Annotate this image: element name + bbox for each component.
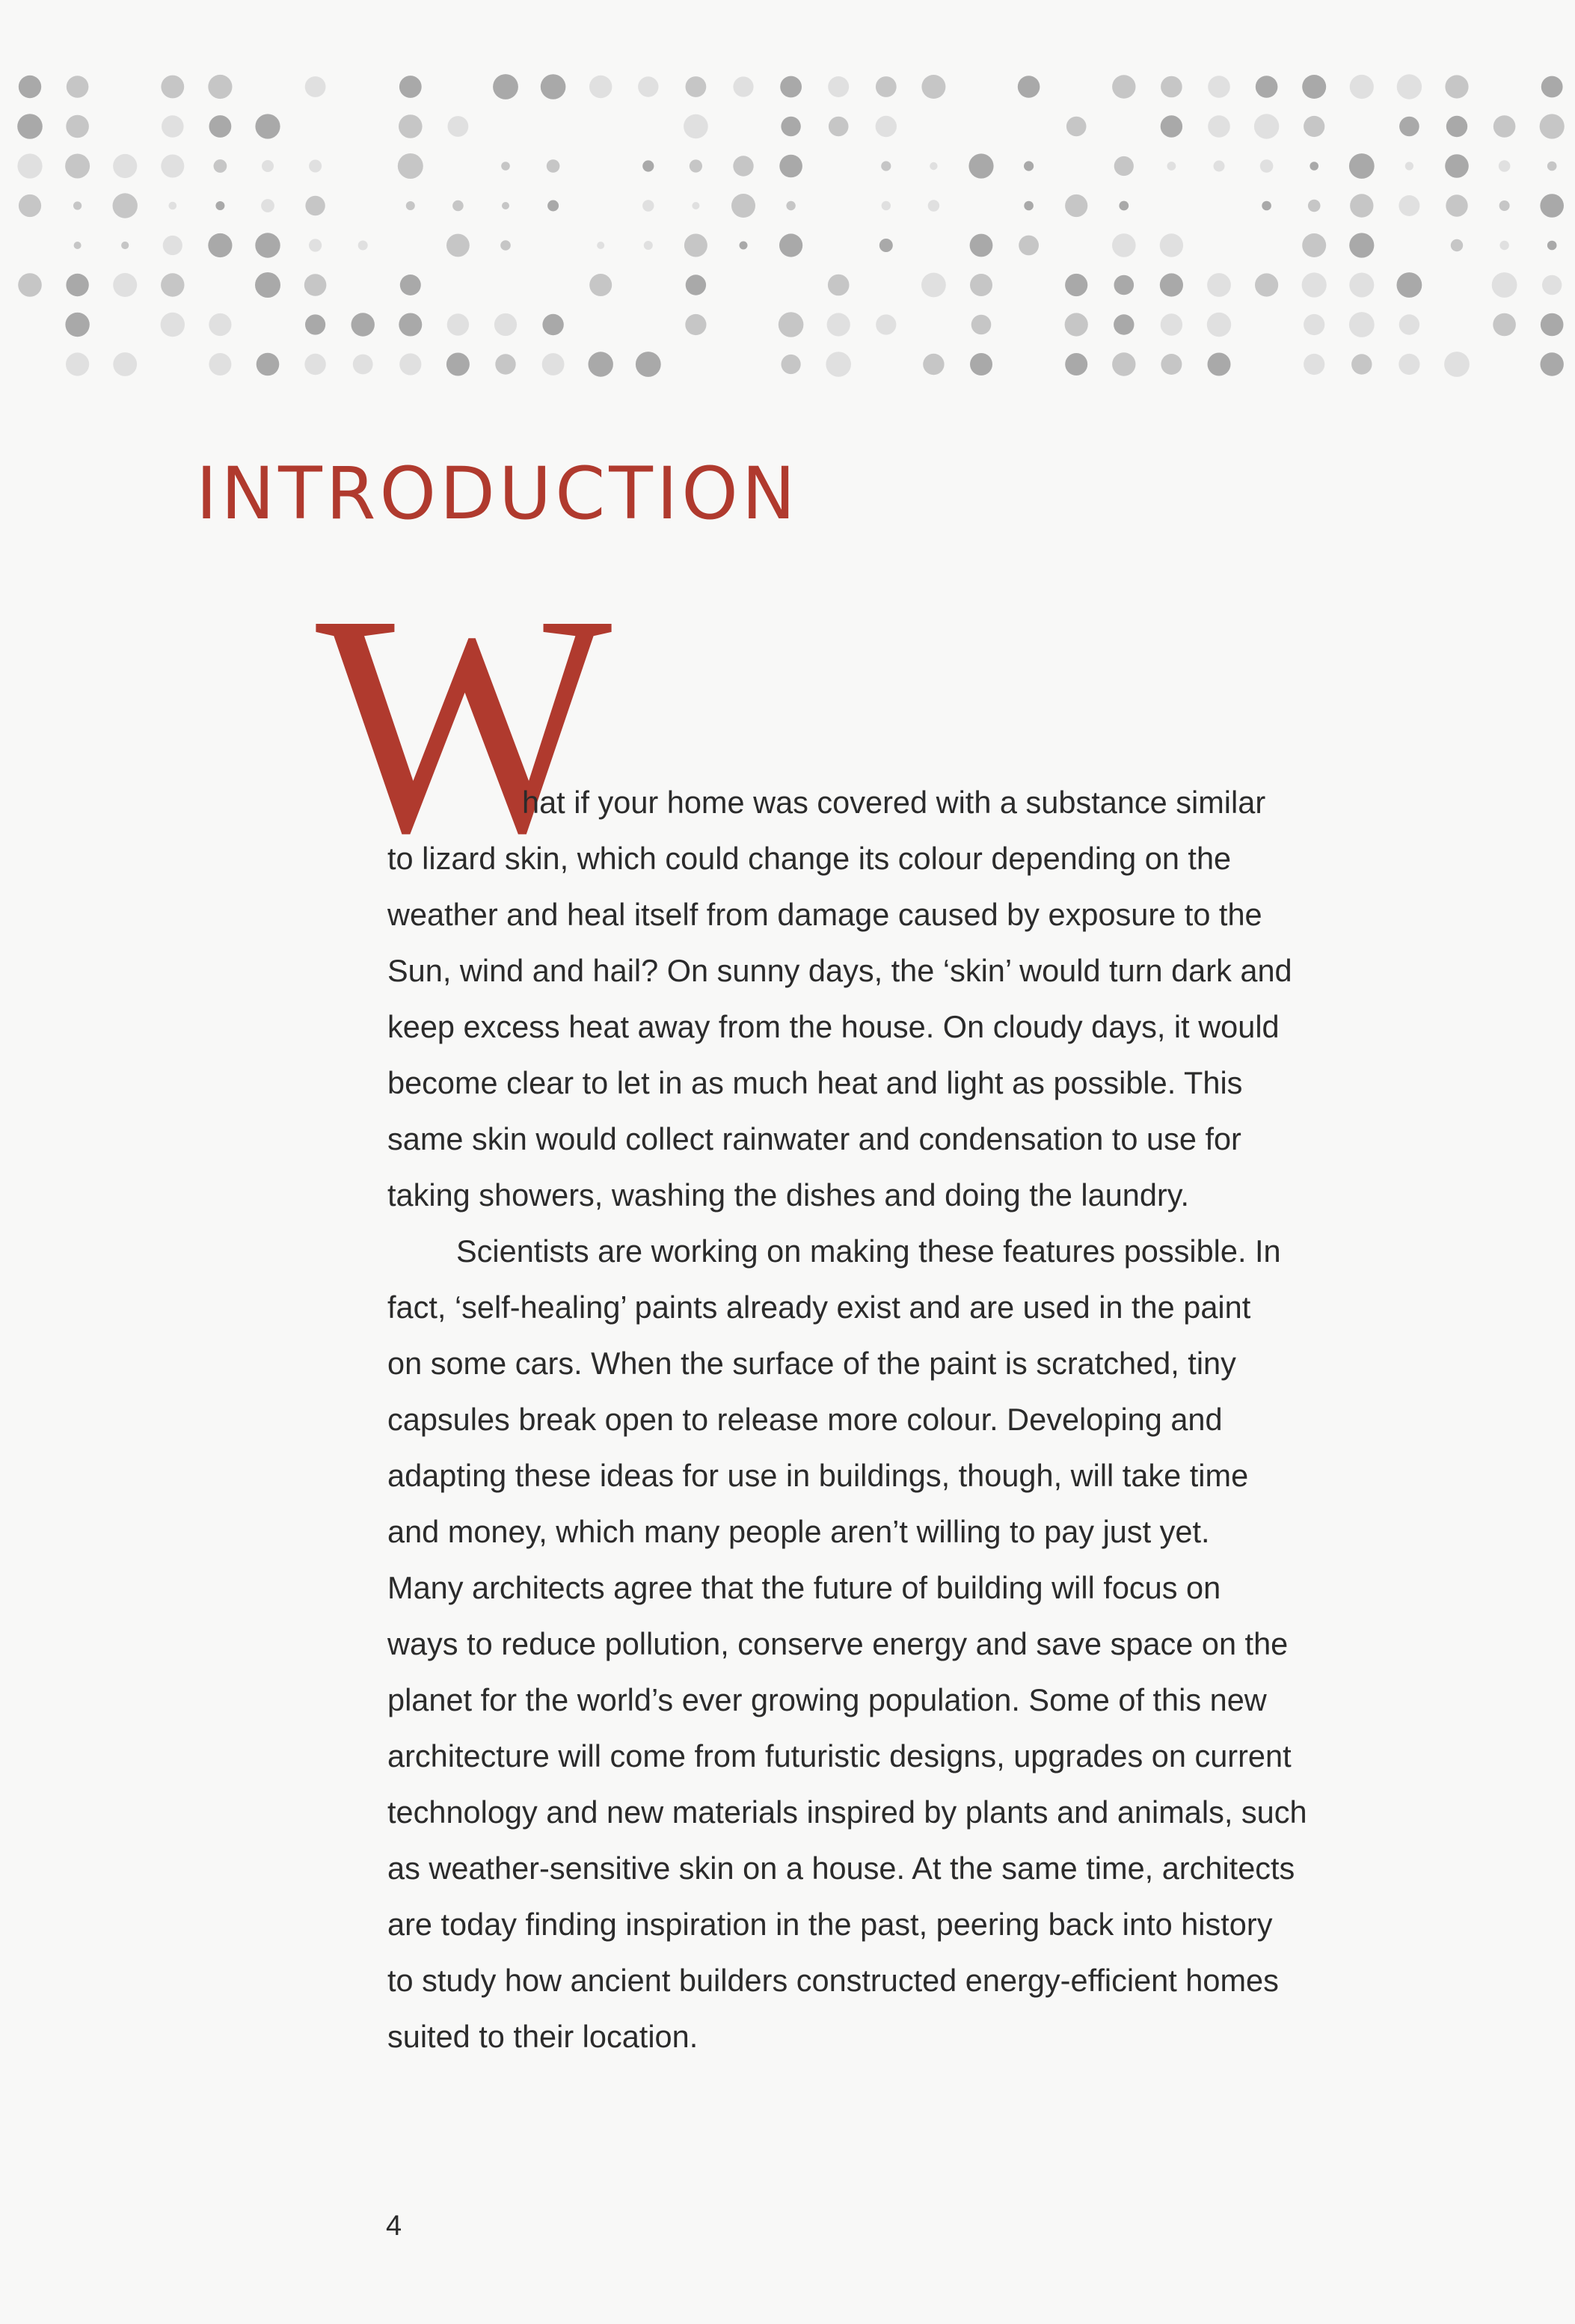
decorative-dot [1446, 116, 1467, 137]
decorative-dot [19, 194, 41, 217]
decorative-dot [636, 352, 661, 377]
decorative-dot [73, 201, 82, 209]
decorative-dot [1445, 75, 1468, 98]
text-line: same skin would collect rainwater and condensation to use for [387, 1121, 1241, 1156]
decorative-dot [923, 354, 944, 375]
decorative-dot [1493, 313, 1516, 337]
text-line: are today finding inspiration in the past, peering back into history [387, 1907, 1273, 1942]
decorative-dot [589, 352, 613, 376]
decorative-dot [399, 313, 422, 337]
decorative-dot [1114, 156, 1134, 176]
decorative-dot [1066, 117, 1087, 137]
decorative-dot [1499, 241, 1508, 250]
decorative-dot [1112, 75, 1135, 98]
decorative-dot [161, 76, 184, 99]
text-line: Many architects agree that the future of building will focus on [387, 1570, 1221, 1605]
decorative-dot [452, 200, 464, 212]
page-title: INTRODUCTION [196, 452, 799, 536]
decorative-dot [686, 275, 706, 295]
decorative-dot [1310, 162, 1318, 171]
decorative-dot [1399, 195, 1419, 216]
decorative-dot [209, 115, 232, 138]
decorative-dot [1161, 313, 1182, 335]
decorative-dot [1349, 233, 1374, 257]
decorative-dot [970, 353, 992, 375]
decorative-dot [1444, 352, 1470, 377]
decorative-dot [829, 117, 849, 137]
decorative-dot [502, 202, 509, 209]
decorative-dot [1542, 275, 1562, 295]
decorative-dot [1208, 115, 1230, 138]
decorative-dot [828, 275, 850, 296]
decorative-dot [740, 242, 748, 250]
decorative-dot [1541, 313, 1564, 337]
decorative-dot [113, 273, 137, 297]
decorative-dot [399, 76, 422, 98]
text-line: taking showers, washing the dishes and doing the laundry. [387, 1177, 1189, 1212]
decorative-dot [66, 274, 88, 296]
decorative-dot [353, 355, 373, 375]
decorative-dot [74, 242, 82, 249]
decorative-dot [214, 159, 227, 173]
decorative-dot [542, 353, 565, 375]
decorative-dot [928, 200, 939, 211]
decorative-dot [501, 162, 510, 171]
text-line: weather and heal itself from damage caused by exposure to the [387, 897, 1262, 932]
decorative-dot [1399, 354, 1419, 375]
decorative-dot [733, 156, 753, 176]
decorative-dot [121, 242, 129, 249]
decorative-dot [255, 233, 280, 257]
decorative-dot [1493, 115, 1516, 138]
decorative-dot [1255, 273, 1278, 296]
decorative-dot [547, 200, 559, 212]
decorative-dot [208, 233, 232, 257]
decorative-dot [447, 313, 469, 335]
decorative-dot [968, 153, 993, 178]
decorative-dot [1349, 273, 1374, 298]
decorative-dot-pattern [0, 0, 1575, 389]
text-line: ways to reduce pollution, conserve energy and save space on the [387, 1626, 1289, 1661]
decorative-dot [1304, 116, 1324, 137]
text-line: keep excess heat away from the house. On cloudy days, it would [387, 1009, 1280, 1044]
text-line: to lizard skin, which could change its colour depending on the [387, 841, 1232, 876]
decorative-dot [882, 201, 891, 210]
decorative-dot [1446, 194, 1467, 216]
decorative-dot [255, 272, 280, 298]
decorative-dot [309, 160, 322, 173]
decorative-dot [692, 202, 699, 209]
decorative-dot [65, 154, 90, 179]
decorative-dot [684, 114, 708, 139]
decorative-dot [685, 314, 706, 335]
page-number: 4 [386, 2210, 402, 2242]
drop-cap-letter: W [316, 550, 612, 898]
decorative-dot [781, 117, 800, 136]
text-line: to study how ancient builders constructed energy-efficient homes [387, 1963, 1279, 1998]
decorative-dot [642, 200, 654, 211]
decorative-dot [163, 236, 182, 255]
decorative-dot [638, 76, 658, 96]
text-line: capsules break open to release more colour. Developing and [387, 1402, 1223, 1437]
decorative-dot [305, 196, 325, 215]
decorative-dot [398, 153, 423, 179]
decorative-dot [1541, 76, 1563, 98]
text-line: and money, which many people aren’t willing to pay just yet. [387, 1514, 1210, 1549]
decorative-dot [1350, 194, 1373, 217]
decorative-dot [113, 154, 137, 178]
decorative-dot [1112, 233, 1136, 257]
text-line: architecture will come from futuristic designs, upgrades on current [387, 1738, 1292, 1773]
decorative-dot [1547, 241, 1557, 251]
decorative-dot [495, 354, 515, 374]
decorative-dot [67, 76, 89, 98]
text-line: become clear to let in as much heat and light as possible. This [387, 1065, 1243, 1100]
decorative-dot [1302, 75, 1326, 99]
decorative-dot [255, 114, 280, 138]
decorative-dot [1445, 154, 1469, 178]
decorative-dot [1397, 74, 1422, 99]
decorative-dot [642, 160, 654, 171]
decorative-dot [1161, 76, 1182, 98]
decorative-dot [1065, 313, 1088, 336]
decorative-dot [1167, 162, 1176, 171]
decorative-dot [921, 273, 946, 298]
decorative-dot [358, 241, 368, 251]
decorative-dot [1024, 161, 1034, 171]
decorative-dot [970, 234, 993, 257]
decorative-dot [971, 315, 992, 335]
text-line: on some cars. When the surface of the paint is scratched, tiny [387, 1346, 1236, 1381]
decorative-dot [17, 153, 42, 178]
decorative-dot [113, 352, 137, 376]
decorative-dot [406, 201, 415, 210]
decorative-dot [500, 240, 511, 251]
decorative-dot [1254, 114, 1279, 138]
decorative-dot [305, 314, 325, 334]
decorative-dot [446, 234, 470, 257]
decorative-dot [1161, 115, 1182, 137]
decorative-dot [1065, 353, 1087, 375]
decorative-dot [209, 353, 231, 375]
decorative-dot [1349, 153, 1375, 179]
decorative-dot [1065, 194, 1087, 217]
decorative-dot [261, 199, 274, 212]
decorative-dot [1114, 314, 1134, 334]
decorative-dot [779, 155, 802, 178]
text-line: Sun, wind and hail? On sunny days, the ‘skin’ would turn dark and [387, 953, 1292, 988]
decorative-dot [731, 194, 755, 218]
decorative-dot [209, 313, 231, 336]
decorative-dot [876, 314, 896, 334]
decorative-dot [1207, 313, 1231, 337]
decorative-dot [1399, 314, 1419, 334]
decorative-dot [1405, 162, 1413, 170]
decorative-dot [876, 76, 897, 97]
decorative-dot [1308, 200, 1321, 212]
decorative-dot [541, 74, 566, 99]
decorative-dot [1112, 352, 1135, 375]
decorative-dot [18, 273, 42, 297]
text-line: planet for the world’s ever growing population. Some of this new [387, 1682, 1267, 1717]
decorative-dot [1349, 312, 1375, 337]
body-text [387, 774, 1449, 2064]
decorative-dot [589, 274, 612, 296]
decorative-dot [1540, 114, 1565, 138]
decorative-dot [399, 114, 423, 138]
decorative-dot [399, 353, 421, 375]
decorative-dot [1207, 273, 1231, 297]
decorative-dot [1304, 354, 1324, 375]
text-line: suited to their location. [387, 2019, 699, 2054]
decorative-dot [1119, 201, 1129, 211]
decorative-dot [1208, 353, 1231, 376]
decorative-dot [309, 239, 322, 251]
decorative-dot [970, 274, 992, 296]
decorative-dot [733, 76, 753, 96]
decorative-dot [1492, 272, 1517, 298]
decorative-dot [547, 159, 560, 173]
decorative-dot [782, 355, 801, 374]
decorative-dot [779, 312, 804, 337]
decorative-dot [786, 201, 795, 210]
decorative-dot [169, 202, 177, 210]
decorative-dot [17, 114, 43, 139]
decorative-dot [542, 314, 563, 335]
decorative-dot [1161, 354, 1182, 375]
decorative-dot [161, 155, 184, 178]
decorative-dot [66, 352, 89, 375]
decorative-dot [779, 233, 802, 257]
decorative-dot [827, 313, 850, 336]
decorative-dot [304, 274, 327, 296]
decorative-dot [162, 115, 184, 138]
text-line: technology and new materials inspired by plants and animals, such [387, 1794, 1307, 1830]
decorative-dot [257, 353, 280, 376]
decorative-dot [930, 162, 937, 170]
decorative-dot [1547, 162, 1557, 171]
decorative-dot [1160, 233, 1183, 257]
decorative-dot [1351, 354, 1372, 374]
text-line: Scientists are working on making these features possible. In [456, 1233, 1281, 1269]
decorative-dot [876, 116, 897, 137]
text-line: as weather-sensitive skin on a house. At the same time, architects [387, 1851, 1295, 1886]
decorative-dot [1399, 117, 1419, 137]
decorative-dot [881, 161, 891, 171]
decorative-dot [351, 313, 375, 336]
decorative-dot [684, 234, 707, 257]
decorative-dot [1304, 314, 1324, 335]
decorative-dot [1018, 76, 1040, 98]
decorative-dot [780, 76, 802, 98]
decorative-dot [1114, 275, 1135, 295]
decorative-dot [400, 275, 421, 295]
decorative-dot [448, 116, 469, 137]
decorative-dot [828, 76, 849, 97]
decorative-dot [494, 313, 517, 336]
decorative-dot [161, 273, 184, 296]
decorative-dot [1214, 161, 1225, 172]
decorative-dot [1262, 201, 1271, 211]
decorative-dot [304, 354, 325, 375]
decorative-dot [1019, 236, 1039, 256]
decorative-dot [215, 201, 224, 210]
decorative-dot [1451, 239, 1463, 251]
decorative-dot [305, 76, 326, 97]
decorative-dot [826, 352, 851, 377]
decorative-dot [1065, 274, 1087, 296]
decorative-dot [1397, 272, 1422, 298]
decorative-dot [1024, 201, 1034, 211]
decorative-dot [1499, 160, 1511, 172]
decorative-dot [1160, 273, 1183, 296]
text-line: fact, ‘self-healing’ paints already exist and are used in the paint [387, 1290, 1251, 1325]
decorative-dot [1302, 233, 1326, 257]
decorative-dot [879, 239, 893, 252]
decorative-dot [493, 74, 518, 99]
decorative-dot [1540, 194, 1564, 218]
decorative-dot [1260, 159, 1274, 173]
decorative-dot [686, 76, 707, 97]
decorative-dot [208, 75, 232, 99]
decorative-dot [66, 115, 89, 138]
decorative-dot [1499, 200, 1510, 211]
decorative-dot [597, 242, 604, 249]
decorative-dot [589, 76, 612, 98]
decorative-dot [1541, 352, 1564, 375]
decorative-dot [113, 193, 138, 218]
decorative-dot [262, 160, 274, 172]
decorative-dot [1256, 76, 1278, 98]
decorative-dot [1302, 272, 1327, 297]
decorative-dot [644, 241, 653, 250]
decorative-dot [161, 313, 185, 337]
decorative-dot [65, 313, 89, 337]
decorative-dot [690, 159, 702, 172]
decorative-dot [19, 76, 41, 98]
decorative-dot [1208, 76, 1230, 98]
decorative-dot [446, 353, 470, 376]
text-line: hat if your home was covered with a substance similar [522, 785, 1266, 820]
decorative-dot [921, 75, 945, 99]
dot-pattern-svg [0, 0, 1575, 389]
decorative-dot [1350, 75, 1374, 99]
text-line: adapting these ideas for use in buildings, though, will take time [387, 1458, 1249, 1493]
